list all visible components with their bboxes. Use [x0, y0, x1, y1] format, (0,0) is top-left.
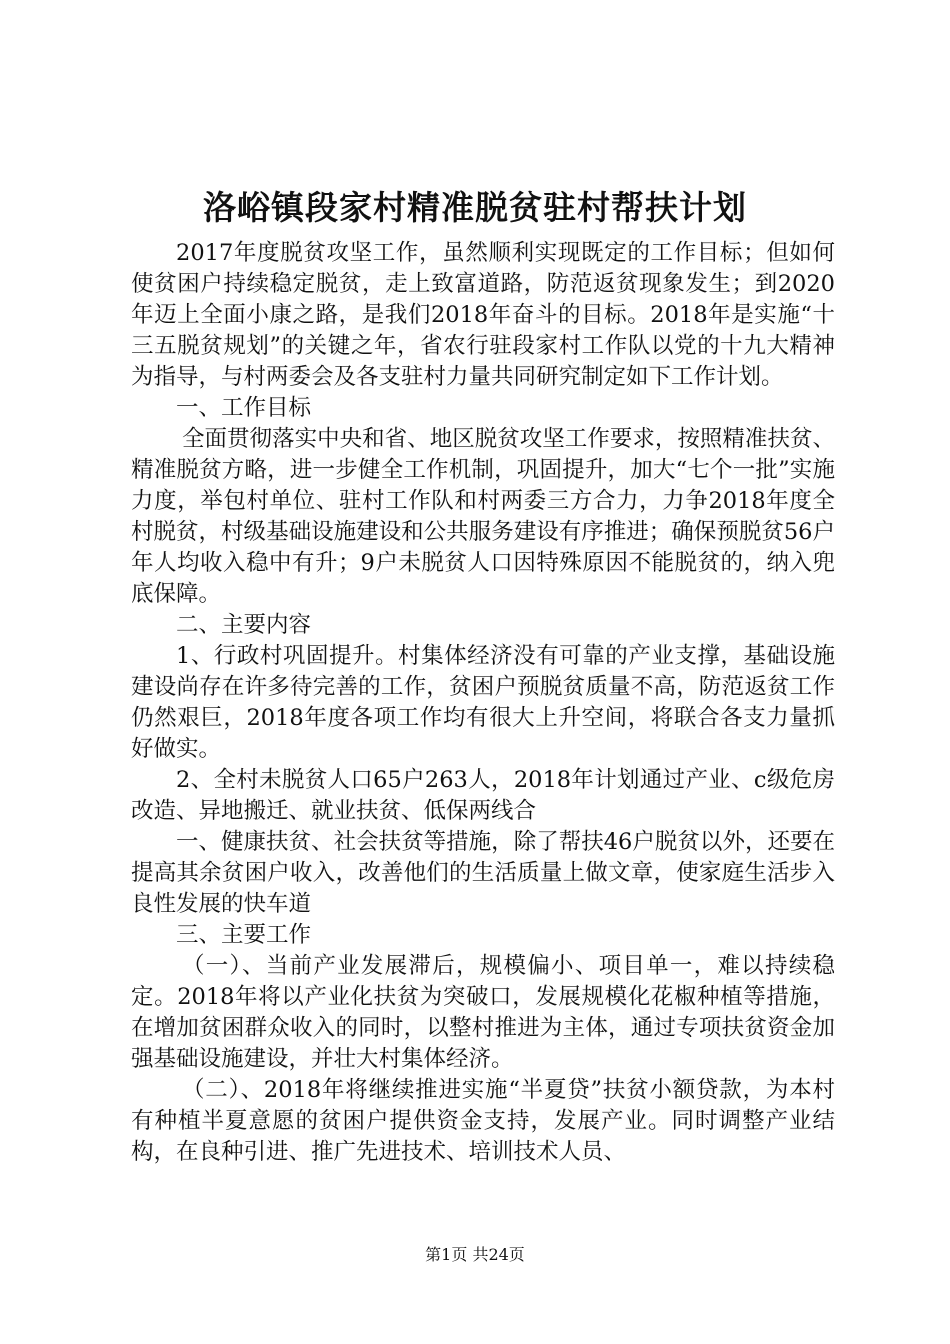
paragraph-item-2: 2、全村未脱贫人口65户263人，2018年计划通过产业、c级危房改造、异地搬迁、就业扶贫、低保两线合 [131, 767, 835, 824]
paragraph-intro: 2017年度脱贫攻坚工作，虽然顺利实现既定的工作目标；但如何使贫困户持续稳定脱贫，走上致富道路，防范返贫现象发生；到2020年迈上全面小康之路，是我们2018年奋斗的目标。2018年是实施“十三五脱贫规划”的关键之年，省农行驻段家村工作队以党的十九大精神为指导，与村两委会及各支驻村力量共同研究制定如下工作计划。 [131, 240, 835, 390]
document-body [131, 238, 835, 1168]
document-title: 洛峪镇段家村精准脱贫驻村帮扶计划 [203, 188, 747, 227]
paragraph-work-2: （二）、2018年将继续推进实施“半夏贷”扶贫小额贷款，为本村有种植半夏意愿的贫困户提供资金支持，发展产业。同时调整产业结构，在良种引进、推广先进技术、培训技术人员、 [131, 1077, 835, 1165]
paragraph-health-poverty: 一、健康扶贫、社会扶贫等措施，除了帮扶46户脱贫以外，还要在提高其余贫困户收入，改善他们的生活质量上做文章，使家庭生活步入良性发展的快车道 [131, 829, 835, 917]
paragraph-work-1: （一）、当前产业发展滞后，规模偏小、项目单一，难以持续稳定。2018年将以产业化扶贫为突破口，发展规模化花椒种植等措施，在增加贫困群众收入的同时，以整村推进为主体，通过专项扶贫资金加强基础设施建设，并壮大村集体经济。 [131, 953, 835, 1072]
page-footer: 第1页 共24页 [425, 1245, 525, 1264]
heading-main-work: 三、主要工作 [176, 922, 312, 948]
paragraph-item-1: 1、行政村巩固提升。村集体经济没有可靠的产业支撑，基础设施建设尚存在许多待完善的工作，贫困户预脱贫质量不高，防范返贫工作仍然艰巨，2018年度各项工作均有很大上升空间，将联合各支力量抓好做实。 [131, 643, 835, 762]
paragraph-work-goals: 全面贯彻落实中央和省、地区脱贫攻坚工作要求，按照精准扶贫、精准脱贫方略，进一步健全工作机制，巩固提升，加大“七个一批”实施力度，举包村单位、驻村工作队和村两委三方合力，力争2018年度全村脱贫，村级基础设施建设和公共服务建设有序推进；确保预脱贫56户年人均收入稳中有升；9户未脱贫人口因特殊原因不能脱贫的，纳入兜底保障。 [131, 426, 835, 607]
heading-work-goals: 一、工作目标 [176, 395, 312, 421]
heading-main-content: 二、主要内容 [176, 612, 312, 638]
